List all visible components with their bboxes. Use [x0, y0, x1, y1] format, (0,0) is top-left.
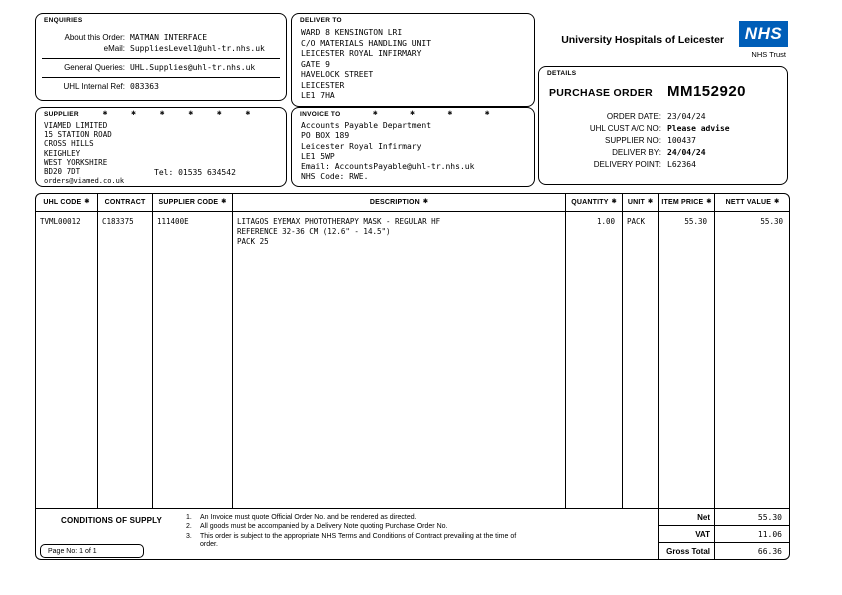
totals-box: [658, 509, 789, 559]
organisation-name: University Hospitals of Leicester: [561, 34, 724, 46]
page-number: [40, 544, 144, 558]
invoice-to-title: INVOICE TO: [300, 111, 341, 118]
condition-number: 2.: [186, 523, 192, 531]
header-label: QUANTITY: [571, 199, 609, 206]
deliver-to-title: DELIVER TO: [300, 17, 342, 24]
invoice-to-title-row: [300, 111, 522, 118]
header-label: DESCRIPTION: [369, 199, 420, 206]
divider: [42, 58, 280, 59]
print-mark-icon: ✱: [159, 110, 165, 117]
total-label: VAT: [695, 530, 710, 539]
address-line: VIAMED LIMITED: [44, 121, 108, 130]
total-row-gross: [659, 543, 789, 559]
description-line: LITAGOS EYEMAX PHOTOTHERAPY MASK - REGULAR HF: [237, 217, 441, 226]
total-value: 55.30: [714, 509, 789, 525]
total-label: Net: [697, 513, 710, 522]
field-value: MATMAN INTERFACE: [130, 33, 208, 42]
supplier-title: SUPPLIER: [44, 111, 79, 118]
cell-description: [233, 212, 566, 509]
purchase-order-number: MM152920: [666, 83, 747, 100]
header-description: [233, 194, 566, 211]
print-mark-icon: ✱: [774, 198, 780, 205]
address-line: Accounts Payable Department: [301, 121, 432, 130]
cell-item-price: 55.30: [659, 212, 715, 509]
supplier-email: orders@viamed.co.uk: [44, 177, 125, 185]
address-line: C/O MATERIALS HANDLING UNIT: [301, 38, 432, 48]
print-mark-icon: ✱: [131, 110, 137, 117]
details-rows: [547, 112, 781, 172]
supplier-address: [44, 121, 112, 176]
address-line: LEICESTER: [301, 80, 345, 90]
field-value: 100437: [667, 136, 696, 145]
order-table: [35, 193, 790, 560]
details-section: [538, 66, 788, 185]
field-label: UHL CUST A/C NO:: [589, 124, 661, 133]
field-value: 083363: [130, 82, 159, 91]
address-line: BD20 7DT: [44, 167, 81, 177]
order-table-header: [36, 194, 789, 212]
address-line: LE1 7HA: [301, 91, 335, 100]
enquiries-row-internal-ref: [42, 82, 280, 92]
header-nett-value: [715, 194, 790, 211]
print-mark-icon: ✱: [372, 110, 378, 117]
print-mark-icon: ✱: [611, 198, 617, 205]
enquiries-row-general: [42, 63, 280, 73]
print-marks: [79, 112, 274, 118]
field-label: ORDER DATE:: [606, 112, 661, 121]
divider: [42, 77, 280, 78]
detail-row-deliver-by: [547, 148, 781, 157]
print-marks: [340, 112, 522, 118]
condition-text: An Invoice must quote Official Order No. and be rendered as directed.: [200, 514, 417, 521]
enquiries-section: [35, 13, 287, 101]
print-mark-icon: ✱: [706, 198, 712, 205]
field-label: General Queries:: [64, 63, 125, 72]
address-line: WARD 8 KENSINGTON LRI: [301, 28, 403, 37]
header-label: UHL CODE: [43, 199, 82, 206]
address-line: HAVELOCK STREET: [301, 70, 374, 79]
address-line: CROSS HILLS: [44, 139, 94, 149]
details-title: DETAILS: [547, 70, 577, 77]
supplier-telephone: Tel: 01535 634542: [154, 168, 236, 177]
field-label: eMail:: [103, 44, 125, 53]
description-line: PACK 25: [237, 237, 269, 246]
header-label: UNIT: [627, 199, 645, 206]
detail-row-order-date: [547, 112, 781, 121]
print-mark-icon: ✱: [84, 198, 90, 205]
condition-number: 1.: [186, 514, 192, 521]
field-value: UHL.Supplies@uhl-tr.nhs.uk: [130, 63, 256, 72]
description-line: REFERENCE 32-36 CM (12.6" - 14.5"): [237, 227, 391, 236]
cell-contract: C183375: [98, 212, 153, 509]
print-mark-icon: ✱: [188, 110, 194, 117]
field-label: SUPPLIER NO:: [604, 136, 661, 145]
print-mark-icon: ✱: [245, 110, 251, 117]
deliver-to-section: [291, 13, 535, 107]
invoice-to-section: [291, 107, 535, 187]
purchase-order-label: PURCHASE ORDER: [549, 87, 653, 99]
address-line: 15 STATION ROAD: [44, 130, 112, 140]
conditions-title: CONDITIONS OF SUPPLY: [61, 516, 163, 525]
address-line: LEICESTER ROYAL INFIRMARY: [301, 49, 422, 58]
condition-text: All goods must be accompanied by a Delivery Note quoting Purchase Order No.: [200, 523, 448, 531]
supplier-title-row: [44, 111, 274, 118]
address-line: GATE 9: [301, 59, 330, 69]
detail-row-supplier-no: [547, 136, 781, 145]
detail-row-cust-account: [547, 124, 781, 133]
field-value: 23/04/24: [667, 112, 706, 121]
enquiries-content: [42, 33, 280, 93]
header-uhl-code: [36, 194, 98, 211]
field-value: L62364: [667, 160, 696, 169]
cell-quantity: 1.00: [566, 212, 623, 509]
conditions-list: [186, 514, 536, 551]
header-label: NETT VALUE: [725, 199, 772, 206]
total-value: 66.36: [714, 543, 789, 559]
field-value: SuppliesLevel1@uhl-tr.nhs.uk: [130, 44, 265, 53]
print-mark-icon: ✱: [484, 110, 490, 117]
field-label: About this Order:: [64, 33, 125, 42]
field-label: DELIVER BY:: [612, 148, 661, 157]
print-mark-icon: ✱: [221, 198, 227, 205]
cell-unit: PACK: [623, 212, 659, 509]
total-row-vat: [659, 526, 789, 543]
header-label: SUPPLIER CODE: [158, 199, 219, 206]
print-mark-icon: ✱: [422, 198, 429, 205]
header-label: ITEM PRICE: [661, 199, 704, 206]
address-line: Email: AccountsPayable@uhl-tr.nhs.uk: [301, 162, 475, 172]
address-line: WEST YORKSHIRE: [44, 157, 108, 167]
field-value: Please advise: [667, 124, 730, 133]
total-value: 11.06: [714, 526, 789, 542]
enquiries-title: ENQUIRIES: [44, 17, 83, 24]
print-mark-icon: ✱: [216, 110, 222, 117]
cell-nett-value: 55.30: [760, 217, 783, 226]
total-label: Gross Total: [666, 547, 710, 556]
header-item-price: [659, 194, 715, 211]
header-unit: [623, 194, 659, 211]
supplier-section: [35, 107, 287, 187]
address-line: KEIGHLEY: [44, 148, 81, 158]
field-label: DELIVERY POINT:: [593, 160, 661, 169]
print-mark-icon: ✱: [647, 198, 654, 205]
print-mark-icon: ✱: [410, 110, 416, 117]
order-table-footer: [36, 508, 789, 559]
header-quantity: [566, 194, 623, 211]
header-supplier-code: [153, 194, 233, 211]
purchase-order-heading: [549, 83, 746, 100]
cell-supplier-code: 111400E: [153, 212, 233, 509]
print-mark-icon: ✱: [102, 110, 108, 117]
detail-row-delivery-point: [547, 160, 781, 169]
enquiries-row-email: [42, 44, 280, 54]
address-line: Leicester Royal Infirmary: [301, 141, 422, 151]
condition-item: [186, 514, 536, 522]
address-line: NHS Code: RWE.: [301, 172, 369, 182]
condition-item: [186, 523, 536, 531]
total-row-net: [659, 509, 789, 526]
print-mark-icon: ✱: [447, 110, 453, 117]
field-label: UHL Internal Ref:: [63, 82, 125, 91]
header-contract: [98, 194, 153, 211]
address-line: PO BOX 189: [301, 131, 350, 141]
brand-header: [560, 21, 788, 63]
trust-name: NHS Trust: [751, 50, 786, 59]
deliver-to-address: [301, 28, 528, 102]
order-table-body: [36, 212, 789, 509]
cell-uhl-code: TVML00012: [36, 212, 98, 509]
address-line: LE1 5WP: [301, 151, 335, 161]
field-value: 24/04/24: [667, 148, 706, 157]
header-label: CONTRACT: [104, 199, 146, 206]
enquiries-row-about: [42, 33, 280, 43]
condition-text: This order is subject to the appropriate NHS Terms and Conditions of Contract prevailing at the time of order.: [200, 532, 517, 549]
condition-number: 3.: [186, 532, 192, 540]
condition-item: [186, 533, 536, 550]
nhs-logo: NHS: [739, 21, 788, 47]
page-number-label: Page No: 1 of 1: [48, 547, 97, 555]
invoice-to-address: [301, 121, 474, 183]
